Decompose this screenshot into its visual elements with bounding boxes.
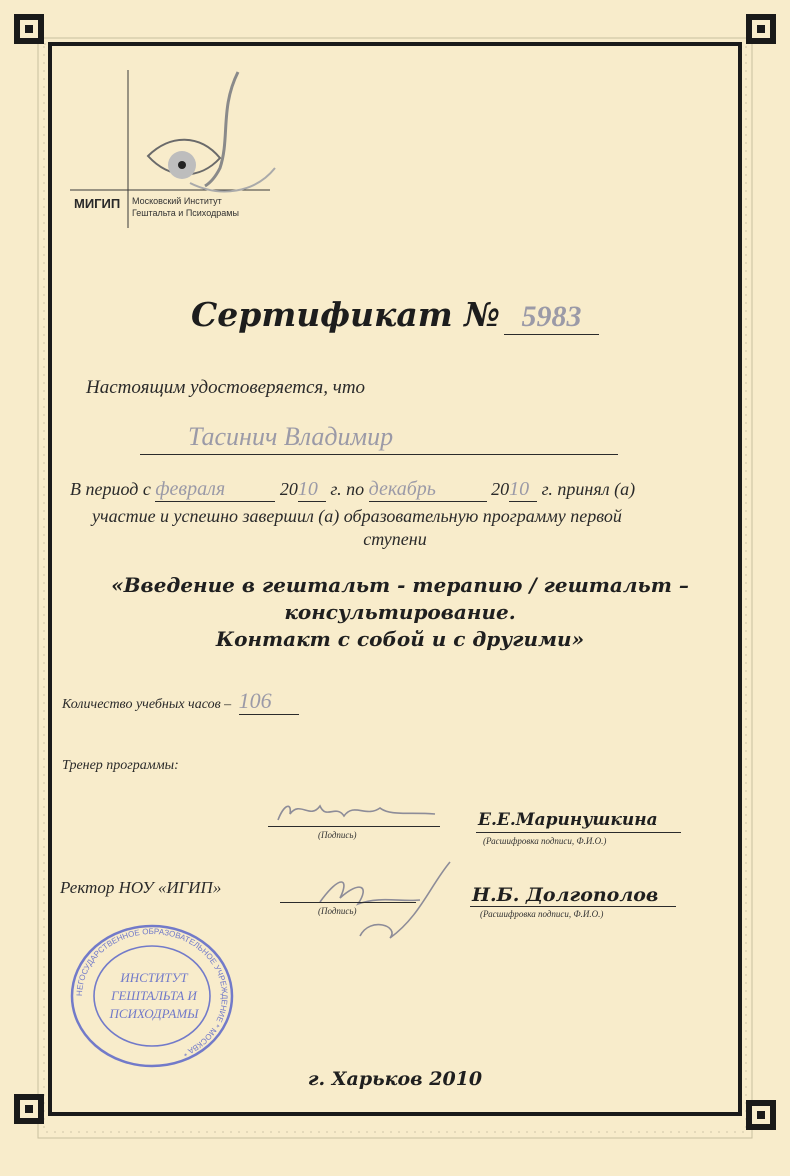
logo-abbr: МИГИП [74,196,121,211]
trainer-signature-line [268,826,440,827]
logo-name-line1: Московский Институт [132,196,222,206]
stamp-center-line-2: ГЕШТАЛЬТА И [111,988,197,1003]
institute-logo [70,68,290,238]
trainer-signature [270,798,440,828]
program-line-3: Контакт с собой и с другими» [215,627,585,651]
hours-value: 106 [239,688,299,715]
hours-row [62,688,299,715]
trainer-label: Тренер программы: [62,758,179,773]
rector-signature-icon [300,856,470,946]
hours-label: Количество учебных часов – [62,697,232,712]
stamp-seal-icon [68,920,238,1070]
period-line-1: В период с февраля 2010 г. по декабрь 2010 г. принял (а) [70,478,636,500]
program-line-2: консультирование. [284,600,516,624]
rector-signature [300,856,470,946]
city-year: г. Харьков 2010 [307,1068,483,1090]
rector-name-line [470,906,676,907]
trainer-signature-icon [270,798,440,828]
trainer-name: Е.Е.Маринушкина [478,810,658,830]
rector-label: Ректор НОУ «ИГИП» [60,878,222,897]
certificate-title [0,295,790,335]
trainer-name-caption: (Расшифровка подписи, Ф.И.О.) [483,836,607,846]
period-line-2: участие и успешно завершил (а) образовательную программу первой [92,506,622,526]
period-line-3: ступени [363,529,427,549]
period-to-month: декабрь [369,478,487,502]
title-label: Сертификат № [191,295,500,334]
rector-signature-caption: (Подпись) [318,906,357,916]
intro-text: Настоящим удостоверяется, что [86,377,366,398]
trainer-signature-caption: (Подпись) [318,830,357,840]
rector-name-caption: (Расшифровка подписи, Ф.И.О.) [480,909,604,919]
program-title [40,572,760,653]
logo-name-line2: Гештальта и Психодрамы [132,208,239,218]
trainer-name-line [476,832,681,833]
institute-stamp [68,920,238,1070]
stamp-ring-text: НЕГОСУДАРСТВЕННОЕ ОБРАЗОВАТЕЛЬНОЕ УЧРЕЖДЕНИЕ * МОСКВА * [74,926,230,1059]
period-to-year: 10 [509,478,537,502]
period-from-month: февраля [155,478,275,502]
rector-name: Н.Б. Долгополов [472,884,659,906]
period-from-year: 10 [298,478,326,502]
stamp-center-line-1: ИНСТИТУТ [120,970,188,985]
stamp-center-line-3: ПСИХОДРАМЫ [109,1006,199,1021]
recipient-name: Тасинич Владимир [188,422,394,451]
recipient-line [140,422,618,455]
certificate-number: 5983 [504,300,599,335]
program-line-1: «Введение в гештальт - терапию / гештальт – [111,573,689,597]
rector-signature-line [280,902,416,903]
